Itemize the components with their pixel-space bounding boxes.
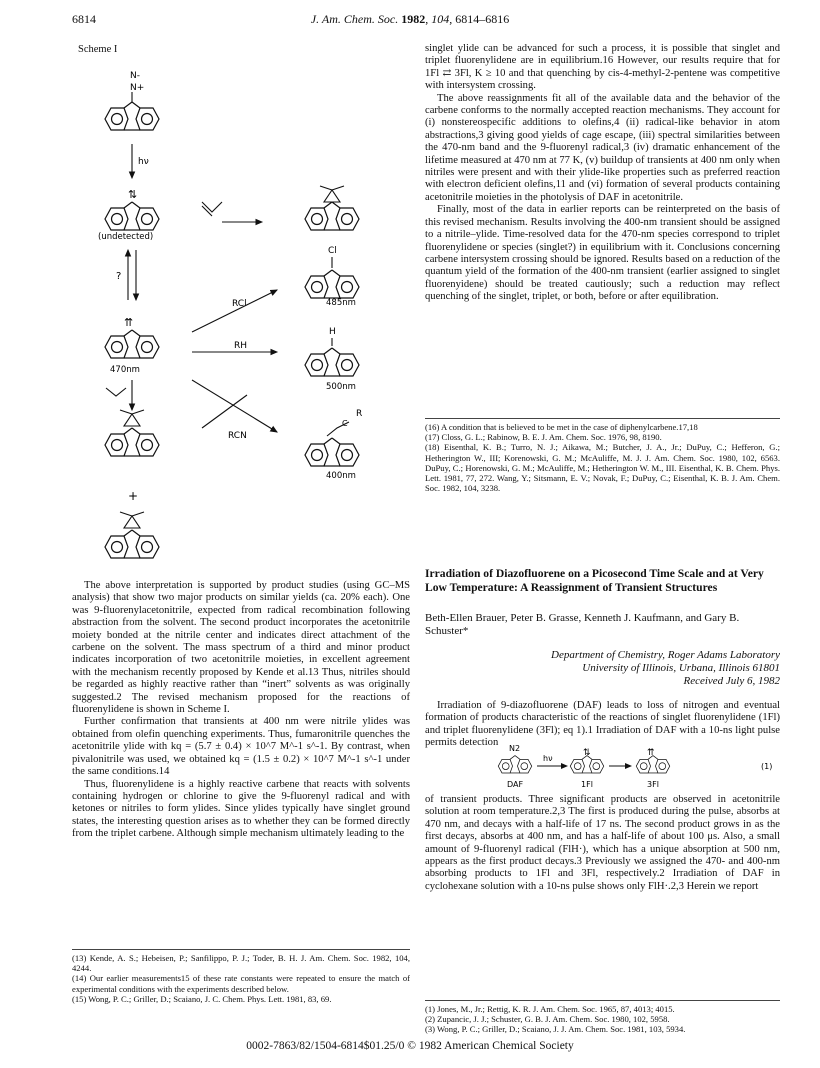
footnote: (1) Jones, M., Jr.; Rettig, K. R. J. Am. Chem. Soc. 1965, 87, 4013; 4015. [425,1004,675,1014]
footnote-rule [425,1000,780,1001]
footnote: (18) Eisenthal, K. B.; Turro, N. J.; Aikawa, M.; Butcher, J. A., Jr.; DuPuy, C.; Hefferon, G.; Hetherington W., III; Korenowski, G. M.; McAuliffe, M. J. J. Am. Chem. Soc. 1980, 102, 6563. DuPuy, C.; Horenowski, G. M.; McAuliffe, M.; Hetherington W. M., III. Eisenthal, K. B. Chem. Phys. Lett. 1981, 77, 272. Wang, Y.; Sitsmann, E. V.; Novak, F.; DuPuy, C.; Eisenthal, K. B. J. Am. Chem. Soc. 1982, 104, 3238. [425,442,780,494]
scheme-ylide-c: C [342,419,348,428]
paragraph: of transient products. Three significant products are observed in acetonitrile solution at room temperature.2,3 The first is produced during the pulse, absorbs at 470 nm, and decays with a half-life of 17 ns. The second product grows in as the first decays, absorbs at 400 nm, and has a half-life of about 100 μs. Also, a small amount of 9-fluorenyl radical (FlH·), which has a unique absorption at 500 nm, appears as the first product decays.3 Previously we assigned the 470- and 400-nm absorbing products to 1Fl and 3Fl, respectively.2 Irradiation of DAF in cyclohexane solution with a 10-ns pulse shows only FlH·.2,3 Herein we report [425,794,780,892]
footnote: (13) Kende, A. S.; Hebeisen, P.; Sanfilippo, P. J.; Toder, B. H. J. Am. Chem. Soc. 1982, 104, 4244. [72,953,410,974]
eq-n2: N2 [509,744,521,753]
left-column [72,580,410,841]
footnote-rule [425,418,780,419]
scheme-title: Scheme I [78,44,118,55]
received-date: Received July 6, 1982 [683,675,780,687]
journal-name: J. Am. Chem. Soc. [310,12,399,26]
article-authors: Beth-Ellen Brauer, Peter B. Grasse, Kenneth J. Kaufmann, and Gary B. Schuster* [425,612,740,637]
eq-number: (1) [761,762,773,771]
eq-daf: DAF [507,780,524,789]
eq-hv: hν [543,754,553,763]
scheme-question: ? [116,271,122,282]
scheme-figure [72,50,412,580]
scheme-485nm: 485nm [326,298,356,308]
right-column-top [425,43,780,304]
paragraph: The above reassignments fit all of the available data and the behavior of the carbene conforms to the normally accepted reaction mechanisms. They account for (i) nonstereospecific additions to olefins,4 (ii) radical-like behavior in atom abstractions,3 giving good yields of cage escape, (iii) spectral similarities between the 470-nm band and the 9-fluorenyl radical,3 (iv) dramatic enhancement of the lifetime measured at 470 nm at 77 K, (v) buildup of transients at 400 nm only when nitriles were present and with their ylide-like properties such as preferred reaction with electron deficient olefins,11 and (vi) formation of several products containing acetonitrile moieties in the photolysis of DAF in acetonitrile. [425,92,780,203]
eq-triplet-spin-icon: ⇈ [647,748,655,758]
eq-singlet-spin-icon: ⇅ [583,748,591,758]
journal-year: 1982 [401,12,426,26]
footnote: (15) Wong, P. C.; Griller, D.; Scaiano, J. C. Chem. Phys. Lett. 1981, 83, 69. [72,993,332,1004]
page-footer: 0002-7863/82/1504-6814$01.25/0 © 1982 American Chemical Society [246,1040,574,1052]
journal-volume: 104 [431,12,450,26]
journal-pages: , 6814–6816 [449,12,510,26]
paragraph: The above interpretation is supported by product studies (using GC–MS analysis) that show two major products on similar yields (ca. 20% each). One was 9-fluorenylacetonitrile, expected from radical recombination following abstraction from the solvent. The second product incorporates the acetonitrile moiety bonded at the nitrile center and indicates direct attachment of the carbene on the solvent. The mass spectrum of a third and minor product indicates incorporation of two acetonitrile moieties, in excellent agreement with the mechanism recently proposed by Kende et al.13 Thus, nitriles should be regarded as highly reactive rather than “inert” solvents as was originally suggested.2 The revised mechanism proposed for the reactions of fluorenylidene is shown in Scheme I. [72,580,410,716]
paragraph: Further confirmation that transients at 400 nm were nitrile ylides was obtained from olefin quenching experiments. Thus, fumaronitrile quenches the acetonitrile ylide with kq = (5.7 ± 0.4) × 10^7 M^-1 s^-1. By contrast, when pivalonitrile was used, we obtained kq = (1.5 ± 0.2) × 10^7 M^-1 s^-1 under the same conditions.14 [72,716,410,778]
scheme-rh: RH [234,341,248,351]
running-header: J. Am. Chem. Soc. 1982, 104, 6814–6816 [310,12,510,26]
footnote: (17) Closs, G. L.; Rabinow, B. E. J. Am. Chem. Soc. 1976, 98, 8190. [425,432,662,443]
scheme-hv-1: hν [138,157,149,167]
article-title: Irradiation of Diazofluorene on a Picosecond Time Scale and at Very Low Temperature: A Reassignment of Transient Structures [425,567,764,594]
article-body [425,794,780,893]
scheme-plus: + [128,489,139,503]
equation-1 [425,742,780,792]
footnote-rule [72,949,410,950]
scheme-ylide-r: R [356,409,363,419]
scheme-470nm: 470nm [110,365,140,375]
singlet-spin-icon: ⇅ [128,188,138,201]
eq-singlet: 1Fl [581,780,593,789]
paragraph: singlet ylide can be advanced for such a process, it is possible that singlet and triplet fluorenylidene are in equilibrium.16 However, our results require that for 1Fl ⇄ 3Fl, K ≥ 10 and that quenching by cis-4-methyl-2-pentene was competitive with intersystem crossing. [425,43,780,92]
scheme-undetected: (undetected) [98,232,154,242]
article-affiliation [425,649,780,688]
footnote: (3) Wong, P. C.; Griller, D.; Scaiano, J. J. Am. Chem. Soc. 1981, 103, 5934. [425,1024,686,1035]
eq-triplet: 3Fl [647,780,659,789]
paragraph: Finally, most of the data in earlier reports can be reinterpreted on the basis of this revised mechanism. Results involving the 400-nm transient should be assigned to a nitrile–ylide. Time-resolved data for the 470-nm species correspond to triplet fluorenylidene or species (singlet?) in equilibrium with it. Conclusions concerning carbene intersystem crossing should be ignored. Results based on a reduction of the quantum yield of the formation of the 400-nm transient (earlier assigned to singlet fluorenyidene) should be treated cautiously; such a reduction may reflect quenching of the singlet, triplet, or both, before or after equilibration. [425,204,780,303]
paragraph: Thus, fluorenylidene is a highly reactive carbene that reacts with solvents containing hydrogen or chlorine to give the 9-fluorenyl radical and with ketones or nitriles to form ylides. Since ylides typically have singlet ground states, the interesting question arises as to whether they can be formed directly from the triplet carbene. Although simple mechanism ultimately leading to the [72,778,410,840]
article-footnotes [425,1004,780,1035]
paragraph: Irradiation of 9-diazofluorene (DAF) leads to loss of nitrogen and eventual formation of products characteristic of the reactions of singlet fluorenylidene (1Fl) and triplet fluorenylidene (3Fl); eq 1).1 Irradiation of DAF with a 10-ns light pulse permits detection [425,700,780,749]
scheme-500nm: 500nm [326,382,356,392]
affiliation-line: University of Illinois, Urbana, Illinois 61801 [582,662,780,674]
affiliation-line: Department of Chemistry, Roger Adams Laboratory [551,649,780,661]
footnote: (16) A condition that is believed to be met in the case of diphenylcarbene.17,18 [425,422,698,432]
scheme-rcl: RCl [232,299,247,309]
footnote: (2) Zupancic, J. J.; Schuster, G. B. J. Am. Chem. Soc. 1980, 102, 5958. [425,1014,670,1025]
scheme-n-plus: N+ [130,83,145,93]
triplet-spin-icon: ⇈ [124,316,134,329]
scheme-n-minus: N- [130,71,140,81]
scheme-rcn: RCN [228,431,247,441]
page-number: 6814 [72,12,96,26]
scheme-cl: Cl [328,246,337,256]
scheme-400nm: 400nm [326,471,356,481]
footnote: (14) Our earlier measurements15 of these rate constants were repeated to ensure the match of experimental conditions with the experiments described below. [72,973,410,994]
scheme-h: H [329,327,336,337]
right-footnotes [425,422,780,493]
left-footnotes [72,953,410,1004]
